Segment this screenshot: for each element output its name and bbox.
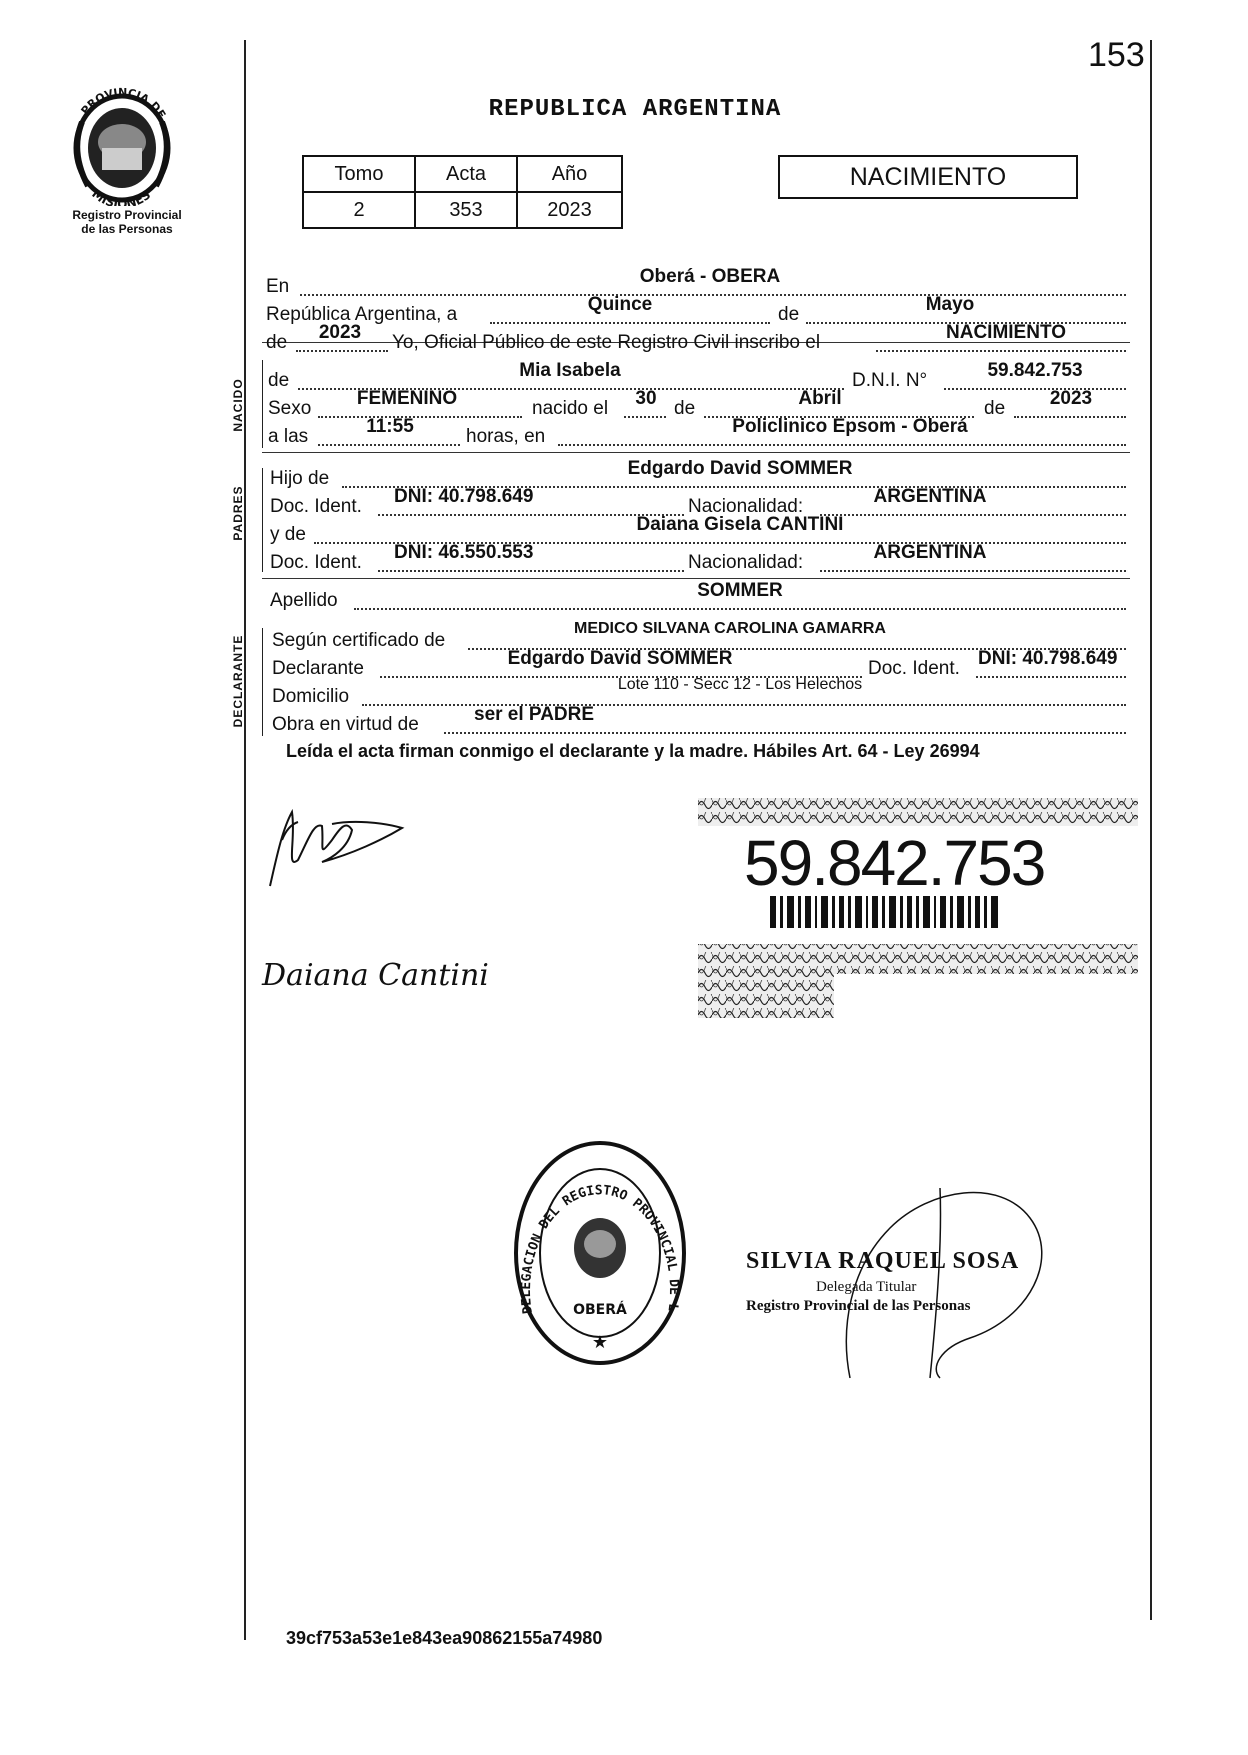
label-de-year2: de	[984, 398, 1006, 419]
side-label-nacido: NACIDO	[231, 378, 245, 432]
value-certificate: MEDICO SILVANA CAROLINA GAMARRA	[574, 620, 886, 637]
label-de: de	[778, 304, 800, 325]
value-birth-year: 2023	[1049, 388, 1093, 409]
value-sex: FEMENINO	[356, 388, 458, 409]
dotted-line	[444, 732, 1126, 734]
logo-top-text: PROVINCIA DE	[78, 85, 169, 121]
value-act-type: NACIMIENTO	[946, 322, 1066, 343]
value-dni: 59.842.753	[987, 360, 1083, 381]
officer-name: SILVIA RAQUEL SOSA	[746, 1248, 1020, 1274]
row-mother-doc	[0, 542, 1248, 576]
value-declarant-doc: DNI: 40.798.649	[978, 648, 1118, 669]
dotted-line	[820, 570, 1126, 572]
document-hash: 39cf753a53e1e843ea90862155a74980	[286, 1628, 603, 1648]
label-segun: Según certificado de	[272, 630, 446, 651]
official-seal	[510, 1138, 690, 1368]
separator-apellido	[262, 578, 1130, 579]
label-doc-ident: Doc. Ident.	[270, 496, 362, 517]
row-registration-statement	[0, 322, 1248, 356]
value-birth-place: Policlinico Epsom - Oberá	[732, 416, 968, 437]
row-address	[0, 676, 1248, 710]
value-mother-nationality: ARGENTINA	[873, 542, 987, 563]
svg-text:MISIONES	[89, 186, 153, 206]
dotted-line	[976, 676, 1126, 678]
value-day-words: Quince	[587, 294, 653, 315]
label-sexo: Sexo	[268, 398, 312, 419]
dotted-line	[378, 570, 684, 572]
dotted-line	[490, 322, 770, 324]
officer-title: Delegada Titular	[816, 1279, 917, 1295]
page-number: 153	[1088, 36, 1145, 74]
svg-text:★: ★	[591, 1332, 609, 1352]
seal-text: DELEGACION DEL REGISTRO PROVINCIAL DE L	[518, 1183, 682, 1315]
label-nacionalidad-2: Nacionalidad:	[688, 552, 804, 573]
table-value-tomo: 2	[303, 192, 415, 228]
label-hijo-de: Hijo de	[270, 468, 330, 489]
label-republica: República Argentina, a	[266, 304, 458, 325]
row-birth-date	[0, 388, 1248, 422]
table-value-ano: 2023	[517, 192, 622, 228]
label-declarante: Declarante	[272, 658, 364, 679]
label-nacionalidad: Nacionalidad:	[688, 496, 804, 517]
label-doc-ident-2: Doc. Ident.	[270, 552, 362, 573]
label-en: En	[266, 276, 290, 297]
table-value-acta: 353	[415, 192, 517, 228]
value-father-doc: DNI: 40.798.649	[394, 486, 534, 507]
label-y-de: y de	[270, 524, 306, 545]
value-month: Mayo	[925, 294, 975, 315]
label-dni: D.N.I. N°	[852, 370, 928, 391]
value-mother-name: Daiana Gisela CANTINI	[636, 514, 844, 535]
label-horas: horas, en	[466, 426, 546, 447]
side-label-padres: PADRES	[231, 485, 245, 541]
value-father-nationality: ARGENTINA	[873, 486, 987, 507]
registry-label-line1: Registro Provincial	[72, 208, 182, 222]
value-mother-doc: DNI: 46.550.553	[394, 542, 534, 563]
registry-label	[52, 208, 202, 236]
seal-city: OBERÁ	[573, 1302, 627, 1318]
value-birth-time: 11:55	[366, 416, 414, 437]
label-domicilio: Domicilio	[272, 686, 350, 707]
label-oficial: Yo, Oficial Público de este Registro Civil inscribo el	[392, 332, 821, 353]
side-label-declarante: DECLARANTE	[231, 634, 245, 728]
row-father	[0, 458, 1248, 492]
dni-stamp-number: 59.842.753	[744, 827, 1045, 899]
value-birth-day: 30	[635, 388, 657, 409]
table-header-acta: Acta	[415, 156, 517, 192]
dotted-line	[318, 444, 460, 446]
provincial-coat-of-arms-icon	[62, 82, 182, 206]
row-capacity	[0, 704, 1248, 738]
value-father-name: Edgardo David SOMMER	[627, 458, 853, 479]
dotted-line	[624, 416, 666, 418]
dotted-line	[1014, 416, 1126, 418]
label-de-year: de	[266, 332, 288, 353]
row-surname	[0, 580, 1248, 614]
officer-organization: Registro Provincial de las Personas	[746, 1298, 971, 1314]
officer-block	[746, 1248, 1019, 1315]
dotted-line	[296, 350, 388, 352]
label-doc-ident-3: Doc. Ident.	[868, 658, 960, 679]
table-header-tomo: Tomo	[303, 156, 415, 192]
value-place: Oberá - OBERA	[639, 266, 781, 287]
label-apellido: Apellido	[270, 590, 338, 611]
value-address: Lote 110 - Secc 12 - Los Helechos	[617, 676, 863, 693]
label-de-month: de	[674, 398, 696, 419]
declarant-signature	[262, 800, 412, 890]
value-name: Mia Isabela	[519, 360, 621, 381]
dotted-line	[558, 444, 1126, 446]
value-birth-month: Abril	[798, 388, 842, 409]
value-surname: SOMMER	[697, 580, 783, 601]
label-a-las: a las	[268, 426, 309, 447]
registration-table	[302, 155, 623, 229]
label-de-name: de	[268, 370, 290, 391]
dotted-line	[876, 350, 1126, 352]
row-birth-time	[0, 416, 1248, 450]
label-nacido: nacido el	[532, 398, 609, 419]
table-header-ano: Año	[517, 156, 622, 192]
label-obra: Obra en virtud de	[272, 714, 419, 735]
closing-statement: Leída el acta firman conmigo el declarante y la madre. Hábiles Art. 64 - Ley 26994	[286, 741, 980, 761]
dotted-line	[354, 608, 1126, 610]
separator-padres	[262, 452, 1130, 453]
mother-signature: Daiana Cantini	[262, 958, 489, 993]
row-mother	[0, 514, 1248, 548]
value-capacity: ser el PADRE	[474, 704, 595, 725]
value-declarant: Edgardo David SOMMER	[507, 648, 733, 669]
value-year: 2023	[318, 322, 362, 343]
logo-bottom-text: MISIONES	[89, 186, 154, 206]
record-kind-box: NACIMIENTO	[778, 155, 1078, 199]
country-title: REPUBLICA ARGENTINA	[488, 96, 782, 123]
registry-label-line2: de las Personas	[81, 222, 173, 236]
